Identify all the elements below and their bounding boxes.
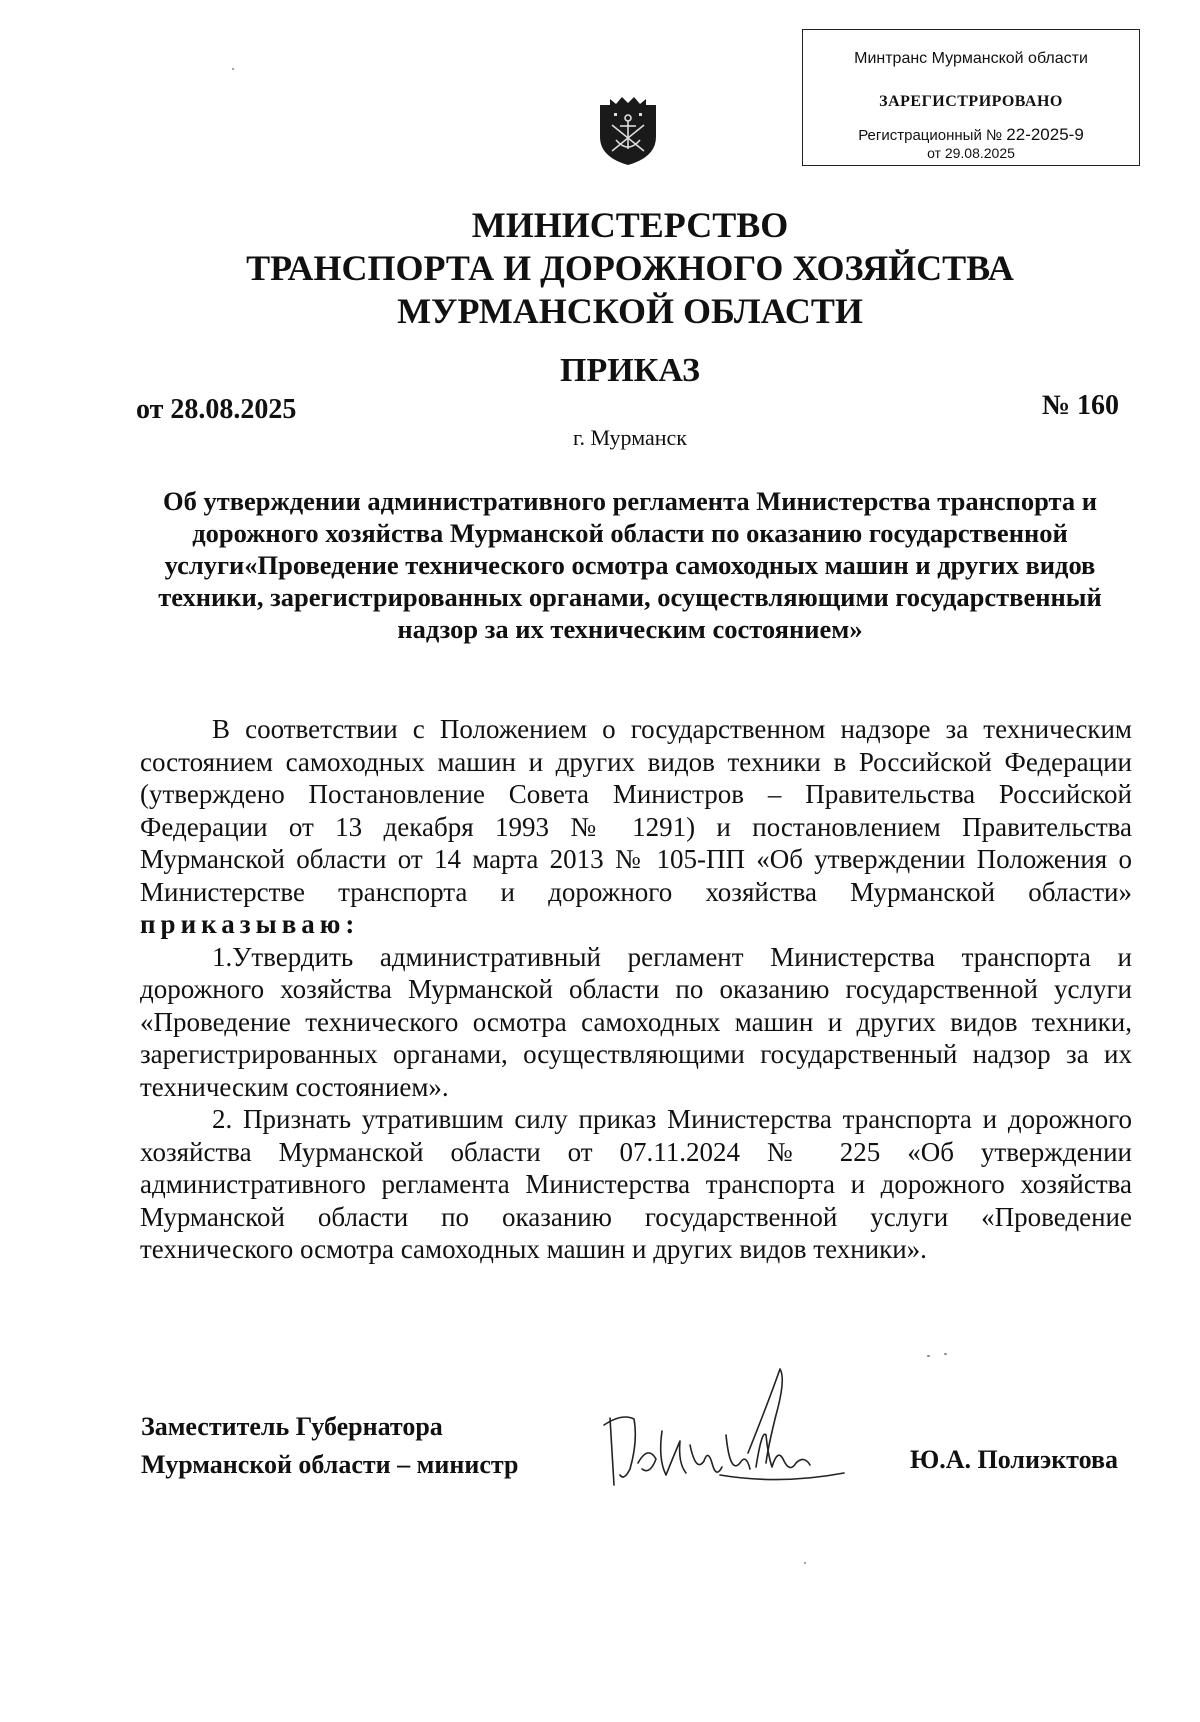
signer-position-line-1: Заместитель Губернатора [141,1412,443,1441]
order-city: г. Мурманск [573,425,687,450]
directive-word: приказываю: [140,909,360,939]
scan-speck [944,1353,947,1355]
stamp-status: ЗАРЕГИСТРИРОВАНО [879,93,1063,110]
stamp-registration-number [803,125,1139,145]
scan-speck [927,1355,930,1357]
preamble-text: В соответствии с Положением о государственном надзоре за техническим состоянием самоходных машин и других видов техники в Российской Федерации (утверждено Постановление Совета Министров – Правительства Российской Федерации от 13 декабря 1993 № 1291) и постановлением Правительства Мурманской области от 14 марта 2013 № 105-ПП «Об утверждении Положения о Министерстве транспорта и дорожного хозяйства Мурманской области» [140,714,1132,907]
scan-speck [804,1562,806,1564]
order-subject: Об утверждении административного регламента Министерства транспорта и дорожного хозяйства Мурманской области по оказанию государственной услуги«Проведение технического осмотра самоходных машин и других видов техники, зарегистрированных органами, осуществляющими государственный надзор за их техническим состоянием» [158,486,1102,644]
signer-position [141,1408,518,1484]
signer-position-line-2: Мурманской области – министр [141,1450,519,1479]
stamp-date: от 29.08.2025 [927,145,1015,161]
scan-speck [232,68,234,70]
order-title: ПРИКАЗ [560,352,700,389]
handwritten-signature [600,1363,845,1493]
ministry-line-1: МИНИСТЕРСТВО [471,205,789,245]
signer-name: Ю.А. Полиэктова [909,1445,1118,1474]
stamp-reg-label: Регистрационный № [858,127,1003,144]
preamble-paragraph [140,713,1132,941]
ministry-line-2: ТРАНСПОРТА И ДОРОЖНОГО ХОЗЯЙСТВА [246,248,1014,288]
order-date: от 28.08.2025 [136,394,297,425]
ministry-name [0,204,1200,333]
stamp-organization: Минтранс Мурманской области [854,50,1088,67]
order-number: № 160 [1041,390,1119,421]
stamp-reg-number: 22-2025-9 [1006,125,1084,144]
order-item-2: 2. Признать утратившим силу приказ Министерства транспорта и дорожного хозяйства Мурманской области от 07.11.2024 № 225 «Об утверждении административного регламента Министерства транспорта и дорожного хозяйства Мурманской области по оказанию государственной услуги «Проведение технического осмотра самоходных машин и других видов техники». [140,1104,1132,1264]
order-body [140,713,1132,1266]
registration-stamp [802,29,1140,166]
order-item-1: 1.Утвердить административный регламент Министерства транспорта и дорожного хозяйства Мурманской области по оказанию государственной услуги «Проведение технического осмотра самоходных машин и других видов техники, зарегистрированных органами, осуществляющими государственный надзор за их техническим состоянием». [140,941,1132,1102]
murmansk-coat-of-arms-icon [596,93,660,167]
ministry-line-3: МУРМАНСКОЙ ОБЛАСТИ [397,291,863,331]
